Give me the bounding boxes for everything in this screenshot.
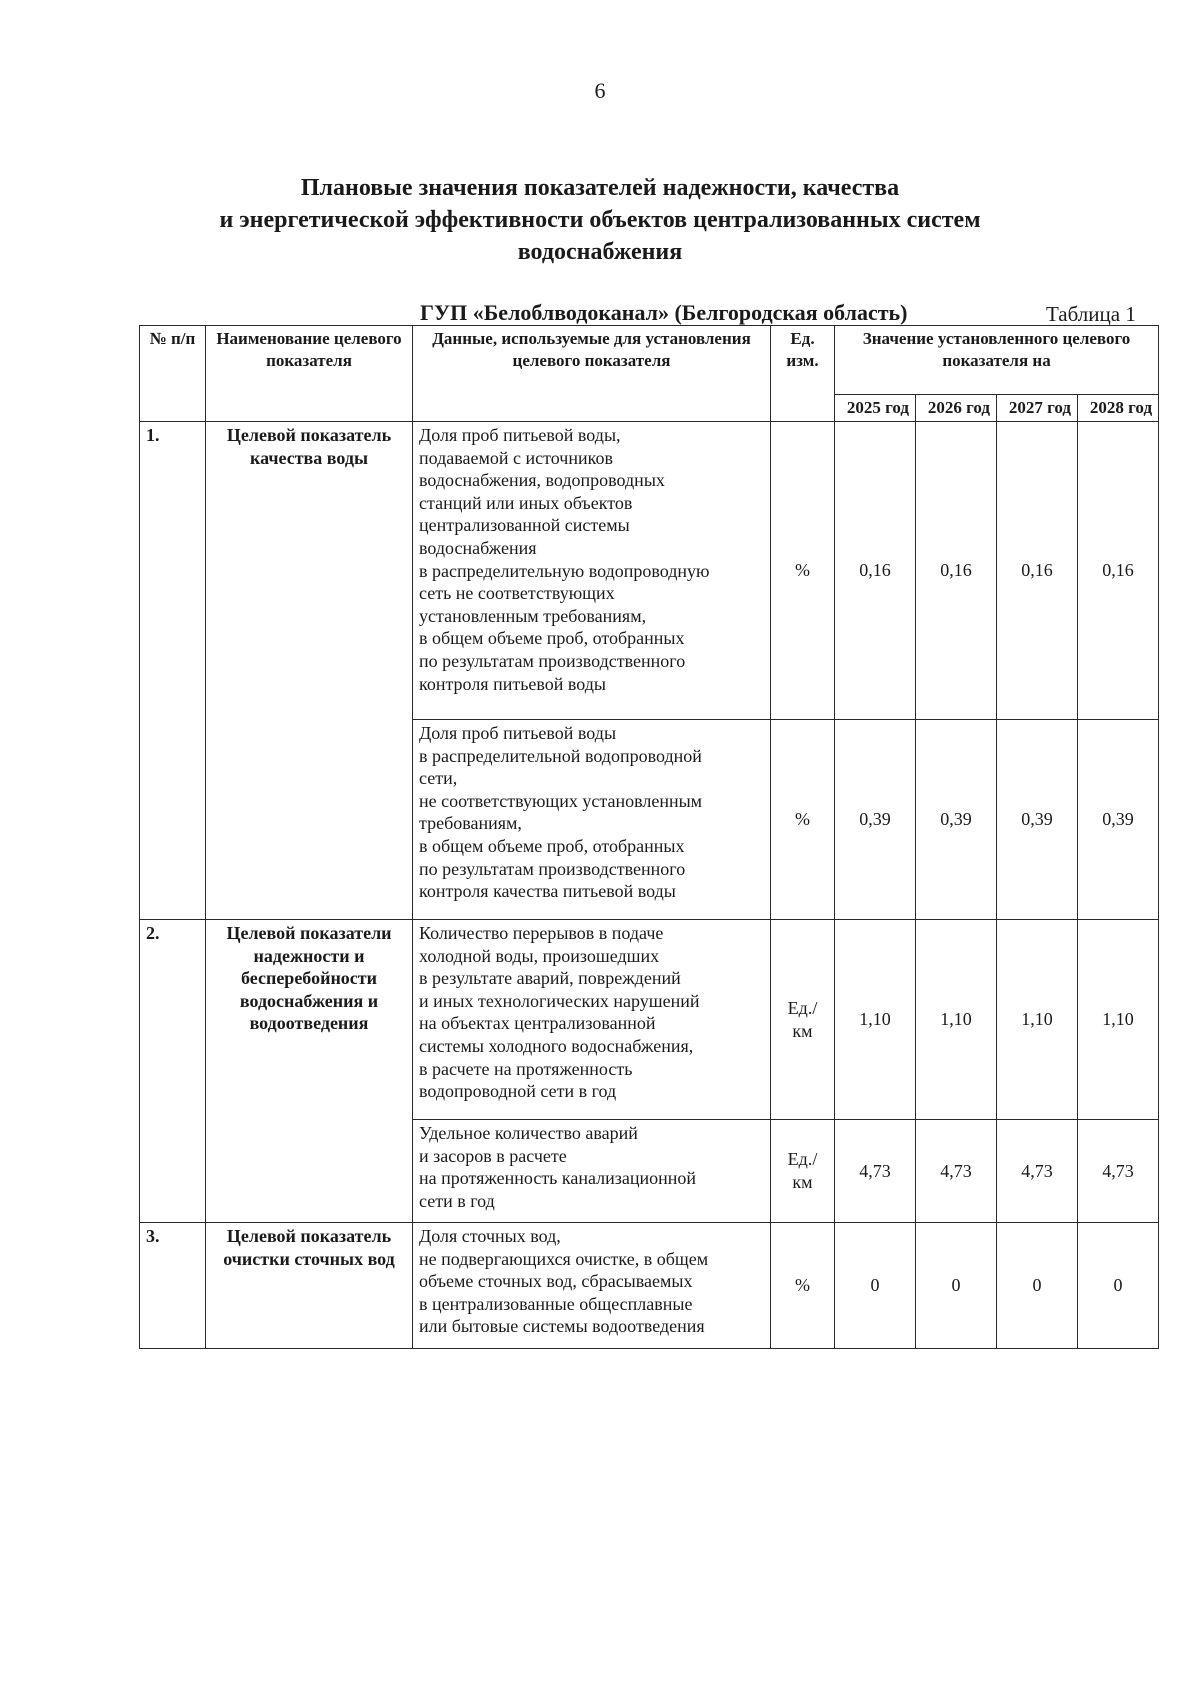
- unit-cell: %: [771, 422, 835, 720]
- unit-cell: %: [771, 720, 835, 920]
- value-cell: 1,10: [916, 920, 997, 1120]
- header-name: Наименование целевого показателя: [206, 326, 413, 422]
- value-cell: 4,73: [1078, 1120, 1159, 1223]
- header-year: 2028 год: [1078, 395, 1159, 422]
- value-cell: 0,39: [916, 720, 997, 920]
- value-cell: 0: [835, 1223, 916, 1349]
- value-cell: 0,16: [997, 422, 1078, 720]
- value-cell: 1,10: [835, 920, 916, 1120]
- value-cell: 0: [1078, 1223, 1159, 1349]
- value-cell: 4,73: [997, 1120, 1078, 1223]
- indicator-data: Доля проб питьевой воды в распределительной водопроводной сети, не соответствующих установленным требованиям, в общем объеме проб, отобранных по результатам производственного контроля качества питьевой воды: [413, 720, 771, 920]
- value-cell: 0,39: [1078, 720, 1159, 920]
- value-cell: 0,39: [835, 720, 916, 920]
- header-num: № п/п: [140, 326, 206, 422]
- table-row: [140, 920, 1159, 1120]
- indicator-name: Целевой показатель очистки сточных вод: [206, 1223, 413, 1349]
- row-number: 2.: [140, 920, 206, 1223]
- header-data: Данные, используемые для установления целевого показателя: [413, 326, 771, 422]
- document-title: [140, 172, 1060, 268]
- table-label: Таблица 1: [1046, 302, 1136, 326]
- indicator-data: Количество перерывов в подаче холодной воды, произошедших в результате аварий, повреждений и иных технологических нарушений на объектах централизованной системы холодного водоснабжения, в расчете на протяженность водопроводной сети в год: [413, 920, 771, 1120]
- table-row: [140, 1223, 1159, 1349]
- indicator-data: Доля проб питьевой воды, подаваемой с источников водоснабжения, водопроводных станций или иных объектов централизованной системы водоснабжения в распределительную водопроводную сеть не соответствующих установленным требованиям, в общем объеме проб, отобранных по результатам производственного контроля питьевой воды: [413, 422, 771, 720]
- table-row: [140, 422, 1159, 720]
- header-year: 2027 год: [997, 395, 1078, 422]
- header-year: 2026 год: [916, 395, 997, 422]
- indicators-table: [139, 325, 1159, 1349]
- row-number: 3.: [140, 1223, 206, 1349]
- header-year: 2025 год: [835, 395, 916, 422]
- row-number: 1.: [140, 422, 206, 920]
- header-value: Значение установленного целевого показателя на: [835, 326, 1159, 395]
- value-cell: 0,16: [916, 422, 997, 720]
- indicator-data: Доля сточных вод, не подвергающихся очистке, в общем объеме сточных вод, сбрасываемых в централизованные общесплавные или бытовые системы водоотведения: [413, 1223, 771, 1349]
- unit-cell: %: [771, 1223, 835, 1349]
- page-number: 6: [594, 78, 606, 103]
- value-cell: 0: [997, 1223, 1078, 1349]
- value-cell: 4,73: [916, 1120, 997, 1223]
- indicator-name: Целевой показатель качества воды: [206, 422, 413, 920]
- value-cell: 4,73: [835, 1120, 916, 1223]
- title-line: и энергетической эффективности объектов централизованных систем: [219, 207, 981, 233]
- organization-name: ГУП «Белоблводоканал» (Белгородская область): [420, 300, 908, 325]
- value-cell: 1,10: [1078, 920, 1159, 1120]
- header-unit: Ед. изм.: [771, 326, 835, 422]
- value-cell: 0,16: [835, 422, 916, 720]
- indicator-name: Целевой показатели надежности и бесперебойности водоснабжения и водоотведения: [206, 920, 413, 1223]
- indicator-data: Удельное количество аварий и засоров в расчете на протяженность канализационной сети в год: [413, 1120, 771, 1223]
- header-row: [140, 326, 1159, 395]
- unit-cell: Ед./ км: [771, 1120, 835, 1223]
- title-line: Плановые значения показателей надежности, качества: [300, 175, 900, 201]
- value-cell: 0: [916, 1223, 997, 1349]
- value-cell: 0,39: [997, 720, 1078, 920]
- value-cell: 1,10: [997, 920, 1078, 1120]
- title-line: водоснабжения: [517, 239, 683, 265]
- unit-cell: Ед./ км: [771, 920, 835, 1120]
- value-cell: 0,16: [1078, 422, 1159, 720]
